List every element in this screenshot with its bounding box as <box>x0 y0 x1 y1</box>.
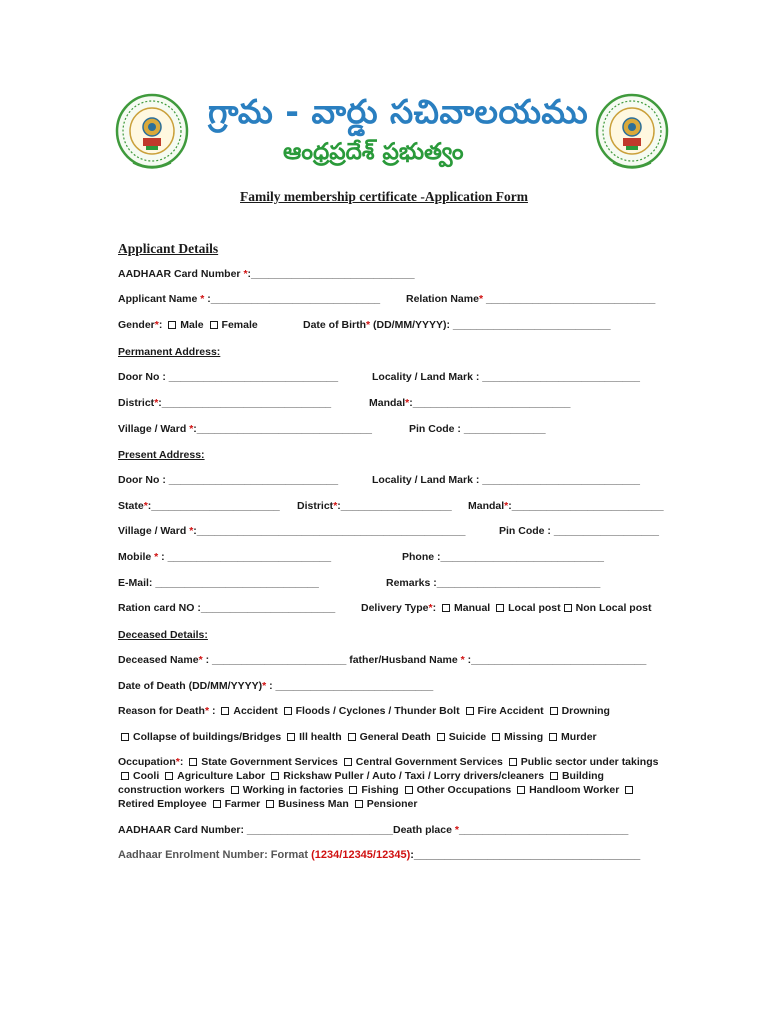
relation-name-field[interactable]: Relation Name* _____________________________ <box>406 293 656 305</box>
applicant-name-field[interactable]: Applicant Name * :_____________________________ <box>118 293 381 305</box>
state-emblem-left <box>115 93 189 177</box>
occupation-business-checkbox[interactable] <box>266 800 274 808</box>
occupation-farmer-checkbox[interactable] <box>213 800 221 808</box>
reason-general-death-checkbox[interactable] <box>348 733 356 741</box>
gender-female-checkbox[interactable] <box>210 321 218 329</box>
reason-accident-checkbox[interactable] <box>221 707 229 715</box>
gender-male-checkbox[interactable] <box>168 321 176 329</box>
header-telugu-line2: ఆంధ్రప్రదేశ్ ప్రభుత్వం <box>283 139 464 165</box>
state-emblem-right <box>595 93 669 177</box>
occupation-field-2[interactable]: Cooli Agriculture Labor Rickshaw Puller / Auto / Taxi / Lorry drivers/cleaners Building <box>118 770 604 783</box>
delivery-non-local-post-checkbox[interactable] <box>564 604 572 612</box>
perm-district-field[interactable]: District*:_____________________________ <box>118 397 332 409</box>
pres-state-field[interactable]: State*:______________________ <box>118 500 280 512</box>
occupation-building-checkbox[interactable] <box>550 772 558 780</box>
occupation-factories-checkbox[interactable] <box>231 786 239 794</box>
dob-field[interactable]: Date of Birth* (DD/MM/YYYY): ___________________________ <box>303 319 611 331</box>
aadhaar-enrolment-field[interactable]: Aadhaar Enrolment Number: Format (1234/12345/12345):_____________________________________ <box>118 849 641 861</box>
reason-ill-health-checkbox[interactable] <box>287 733 295 741</box>
delivery-local-post-checkbox[interactable] <box>496 604 504 612</box>
occupation-central-govt-checkbox[interactable] <box>344 758 352 766</box>
aadhaar-field[interactable]: AADHAAR Card Number *:____________________________ <box>118 268 415 280</box>
delivery-type-field[interactable]: Delivery Type*: Manual Local post Non Local post <box>361 602 652 614</box>
deceased-name-field[interactable]: Deceased Name* : _______________________ father/Husband Name * :______________________________ <box>118 654 647 666</box>
date-of-death-field[interactable]: Date of Death (DD/MM/YYYY)* : ___________________________ <box>118 680 434 692</box>
occupation-agriculture-checkbox[interactable] <box>165 772 173 780</box>
occupation-rickshaw-checkbox[interactable] <box>271 772 279 780</box>
occupation-pensioner-checkbox[interactable] <box>355 800 363 808</box>
reason-collapse-checkbox[interactable] <box>121 733 129 741</box>
pres-district-field[interactable]: District*:___________________ <box>297 500 452 512</box>
section-applicant-details: Applicant Details <box>118 241 219 256</box>
reason-drowning-checkbox[interactable] <box>550 707 558 715</box>
occupation-psu-checkbox[interactable] <box>509 758 517 766</box>
section-present-address: Present Address: <box>118 449 205 461</box>
reason-for-death-field-2[interactable]: Collapse of buildings/Bridges Ill health General Death Suicide Missing Murder <box>118 731 597 744</box>
ration-card-field[interactable]: Ration card NO :_______________________ <box>118 602 336 614</box>
occupation-handloom-extra-checkbox[interactable] <box>625 786 633 794</box>
pres-mandal-field[interactable]: Mandal*:__________________________ <box>468 500 664 512</box>
gender-field[interactable]: Gender*: Male Female <box>118 319 258 331</box>
section-deceased-details: Deceased Details: <box>118 629 208 641</box>
perm-door-field[interactable]: Door No : _____________________________ <box>118 371 339 383</box>
delivery-manual-checkbox[interactable] <box>442 604 450 612</box>
occupation-cooli-checkbox[interactable] <box>121 772 129 780</box>
occupation-state-govt-checkbox[interactable] <box>189 758 197 766</box>
remarks-field[interactable]: Remarks :____________________________ <box>386 577 601 589</box>
reason-for-death-field[interactable]: Reason for Death* : Accident Floods / Cyclones / Thunder Bolt Fire Accident Drowning <box>118 705 610 717</box>
pres-door-field[interactable]: Door No : _____________________________ <box>118 474 339 486</box>
occupation-fishing-checkbox[interactable] <box>349 786 357 794</box>
email-field[interactable]: E-Mail: ____________________________ <box>118 577 319 589</box>
occupation-field[interactable]: Occupation*: State Government Services Central Government Services Public sector under takings <box>118 756 659 768</box>
reason-floods-checkbox[interactable] <box>284 707 292 715</box>
occupation-other-checkbox[interactable] <box>405 786 413 794</box>
aadhaar-number-field-2[interactable]: AADHAAR Card Number: _________________________ <box>118 824 393 836</box>
reason-fire-accident-checkbox[interactable] <box>466 707 474 715</box>
form-title: Family membership certificate -Application Form <box>240 189 528 204</box>
reason-missing-checkbox[interactable] <box>492 733 500 741</box>
death-place-field[interactable]: Death place *_____________________________ <box>393 824 629 836</box>
reason-suicide-checkbox[interactable] <box>437 733 445 741</box>
section-permanent-address: Permanent Address: <box>118 346 221 358</box>
perm-pin-field[interactable]: Pin Code : ______________ <box>409 423 546 435</box>
perm-village-field[interactable]: Village / Ward *:______________________________ <box>118 423 372 435</box>
phone-field[interactable]: Phone :____________________________ <box>402 551 605 563</box>
pres-pin-field[interactable]: Pin Code : __________________ <box>499 525 659 537</box>
header-telugu-line1: గ్రామ - వార్డు సచివాలయము <box>208 92 589 131</box>
perm-locality-field[interactable]: Locality / Land Mark : ___________________________ <box>372 371 640 383</box>
reason-murder-checkbox[interactable] <box>549 733 557 741</box>
perm-mandal-field[interactable]: Mandal*:___________________________ <box>369 397 571 409</box>
occupation-field-4[interactable]: Retired Employee Farmer Business Man Pensioner <box>118 798 418 810</box>
mobile-field[interactable]: Mobile * : ____________________________ <box>118 551 332 563</box>
occupation-field-3[interactable]: construction workers Working in factories Fishing Other Occupations Handloom Worker <box>118 784 637 797</box>
pres-village-field[interactable]: Village / Ward *:______________________________________________ <box>118 525 466 537</box>
pres-locality-field[interactable]: Locality / Land Mark : ___________________________ <box>372 474 640 486</box>
occupation-handloom-checkbox[interactable] <box>517 786 525 794</box>
